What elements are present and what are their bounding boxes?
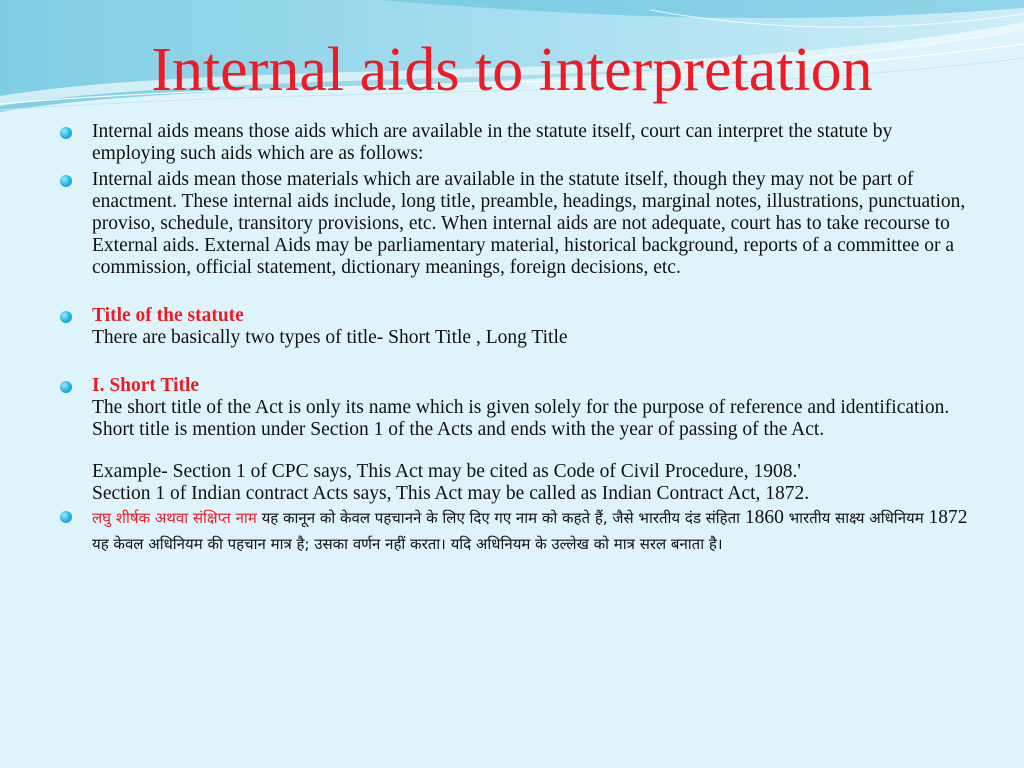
example-text: Section 1 of Indian contract Acts says, This Act may be called as Indian Contract Act, 1872. — [92, 483, 810, 504]
section-heading: Title of the statute — [92, 305, 244, 326]
bullet-icon — [60, 381, 72, 393]
bullet-short-title — [60, 375, 980, 505]
slide-title: Internal aids to interpretation — [151, 36, 873, 104]
hindi-heading: लघु शीर्षक अथवा संक्षिप्त नाम — [92, 509, 257, 527]
bullet-text: Short title is mention under Section 1 of the Acts and ends with the year of passing of the Act. — [92, 419, 825, 440]
bullet-text: Internal aids means those aids which are available in the statute itself, court can interpret the statute by employing such aids which are as follows: — [92, 121, 893, 164]
bullet-internal-aids-materials — [60, 169, 980, 279]
hindi-text: यह कानून को केवल पहचानने के लिए दिए गए नाम को कहते हैं, जैसे भारतीय दंड संहिता — [256, 509, 745, 527]
bullet-text: Internal aids mean those materials which are available in the statute itself, though they may not be part of enactment. These internal aids include, long title, preamble, headings, marginal notes, illustrations, punctuation, proviso, schedule, transitory provisions, etc. When internal aids are not adequate, court has to take recourse to External aids. External Aids may be parliamentary material, historical background, reports of a committee or a commission, official statement, dictionary meanings, foreign decisions, etc. — [92, 169, 966, 278]
bullet-text: The short title of the Act is only its name which is given solely for the purpose of reference and identification. — [92, 397, 950, 418]
bullet-text: There are basically two types of title- Short Title , Long Title — [92, 327, 568, 348]
bullet-icon — [60, 311, 72, 323]
section-heading: I. Short Title — [92, 375, 200, 396]
bullet-icon — [60, 175, 72, 187]
example-text: Example- Section 1 of CPC says, This Act may be cited as Code of Civil Procedure, 1908.' — [92, 461, 801, 482]
hindi-text: भारतीय साक्ष्य अधिनियम — [783, 509, 929, 527]
bullet-hindi-short-title — [60, 505, 980, 557]
year-text: 1860 — [744, 507, 784, 528]
year-text: 1872 — [928, 507, 968, 528]
hindi-text: यह केवल अधिनियम की पहचान मात्र है; उसका वर्णन नहीं करता। यदि अधिनियम के उल्लेख को मात्र सरल बनाता है। — [92, 535, 723, 553]
bullet-title-of-statute — [60, 305, 980, 349]
bullet-icon — [60, 127, 72, 139]
bullet-internal-aids-definition — [60, 121, 980, 165]
bullet-icon — [60, 511, 72, 523]
slide-body — [60, 121, 980, 557]
